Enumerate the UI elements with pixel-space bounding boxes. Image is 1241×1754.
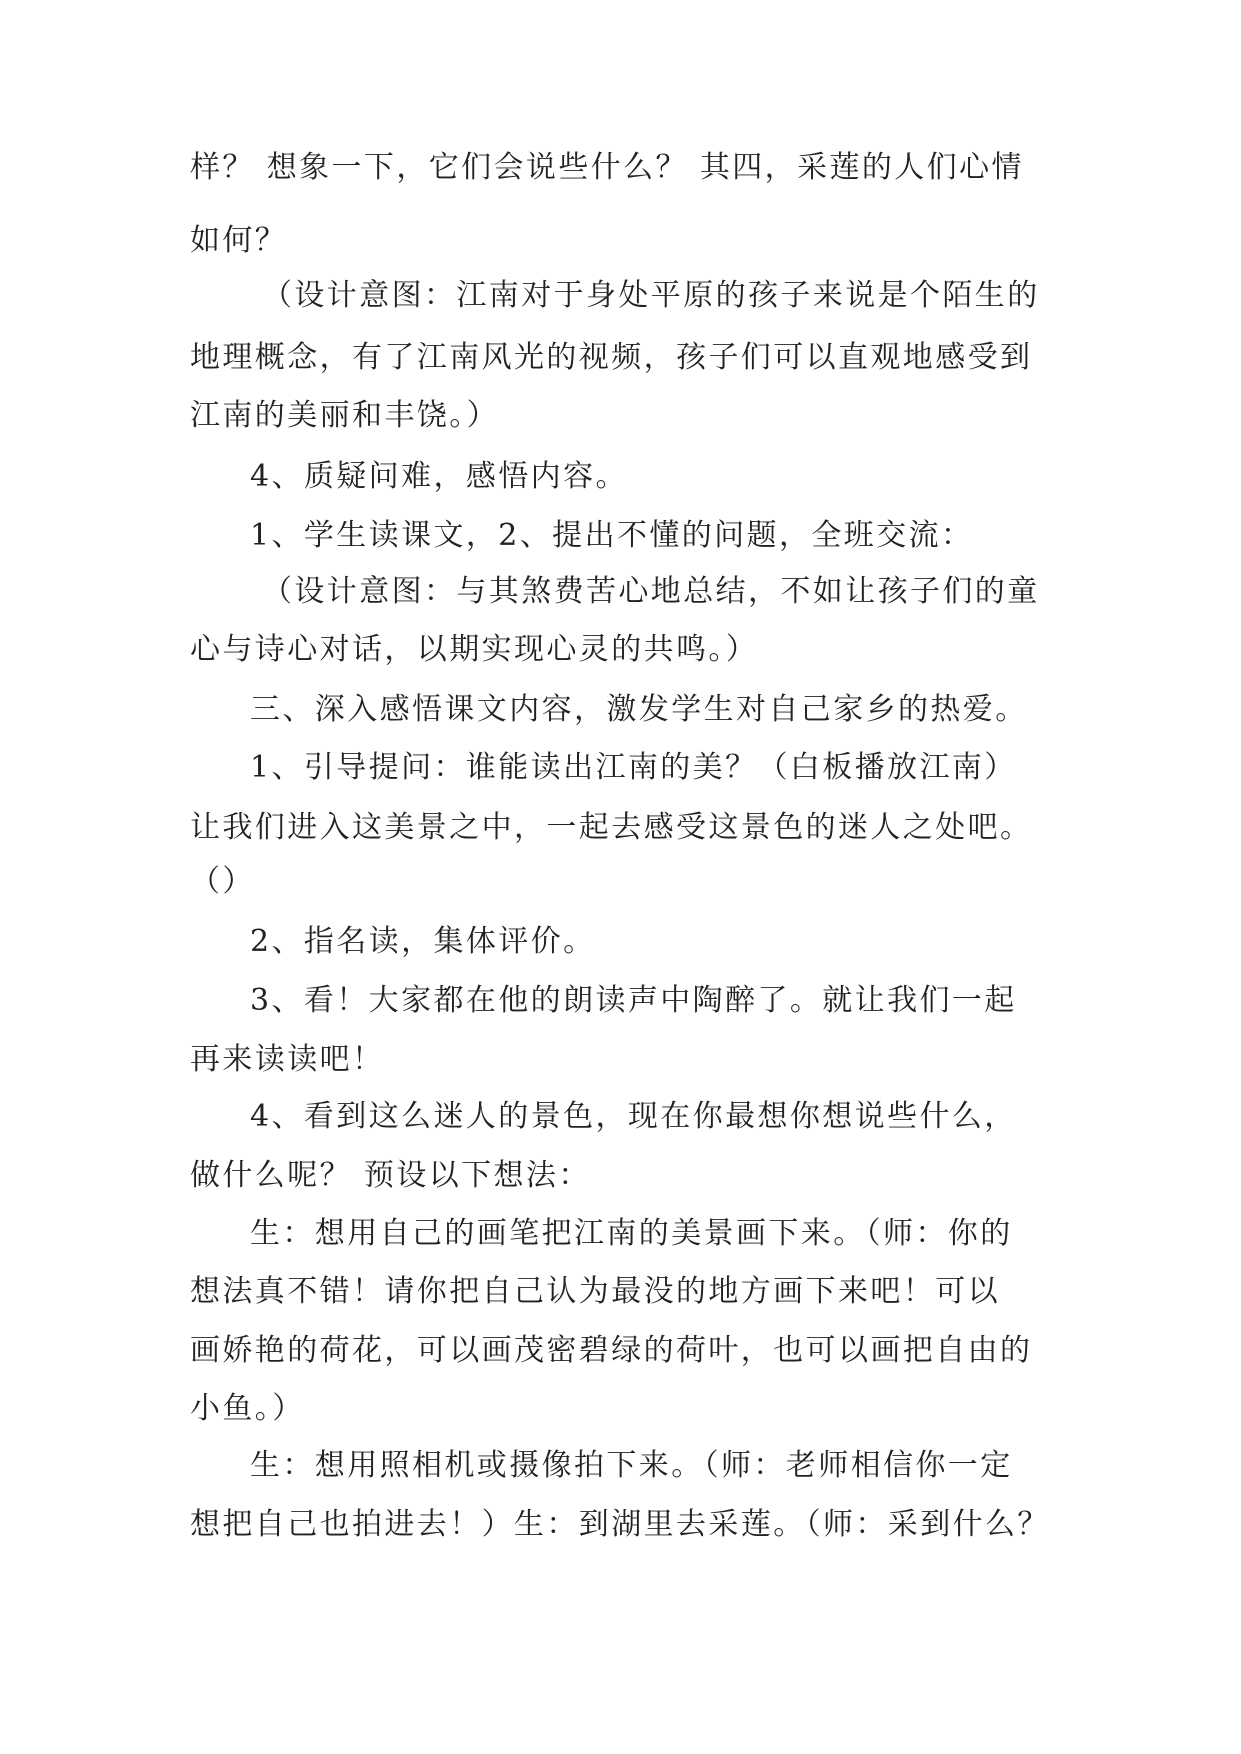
text-line-14: 2、指名读，集体评价。: [250, 924, 596, 959]
text-line-8: （设计意图：与其煞费苦心地总结，不如让孩子们的童: [262, 574, 1040, 609]
text-line-11: 1、引导提问：谁能读出江南的美？（白板播放江南）: [250, 750, 1017, 785]
text-line-9: 心与诗心对话，以期实现心灵的共鸣。）: [190, 632, 759, 667]
text-line-19: 生：想用自己的画笔把江南的美景画下来。（师：你的: [250, 1216, 1013, 1251]
text-line-3: （设计意图：江南对于身处平原的孩子来说是个陌生的: [262, 278, 1040, 313]
text-line-7: 1、学生读课文，2、提出不懂的问题，全班交流：: [250, 518, 974, 553]
text-line-17: 4、看到这么迷人的景色，现在你最想你想说些什么，: [250, 1099, 1017, 1134]
text-line-1: 样？ 想象一下，它们会说些什么？ 其四，采莲的人们心情: [190, 150, 1024, 185]
text-line-24: 想把自己也拍进去！）生：到湖里去采莲。（师：采到什么？: [190, 1507, 1050, 1542]
text-line-15: 3、看！大家都在他的朗读声中陶醉了。就让我们一起: [250, 983, 1017, 1018]
text-line-21: 画娇艳的荷花，可以画茂密碧绿的荷叶，也可以画把自由的: [190, 1333, 1033, 1368]
text-line-23: 生：想用照相机或摄像拍下来。（师：老师相信你一定: [250, 1448, 1013, 1483]
text-line-18: 做什么呢？ 预设以下想法：: [190, 1158, 591, 1193]
text-line-12: 让我们进入这美景之中，一起去感受这景色的迷人之处吧。: [190, 810, 1033, 845]
text-line-13: （）: [190, 864, 255, 899]
text-line-20: 想法真不错！请你把自己认为最没的地方画下来吧！可以: [190, 1274, 1000, 1309]
text-line-2: 如何？: [190, 223, 288, 258]
text-line-4: 地理概念，有了江南风光的视频，孩子们可以直观地感受到: [190, 340, 1033, 375]
text-line-10: 三、深入感悟课文内容，激发学生对自己家乡的热爱。: [250, 692, 1028, 727]
text-line-22: 小鱼。）: [190, 1391, 305, 1426]
text-line-5: 江南的美丽和丰饶。）: [190, 398, 499, 433]
text-line-6: 4、质疑问难，感悟内容。: [250, 459, 628, 494]
text-line-16: 再来读读吧！: [190, 1042, 385, 1077]
